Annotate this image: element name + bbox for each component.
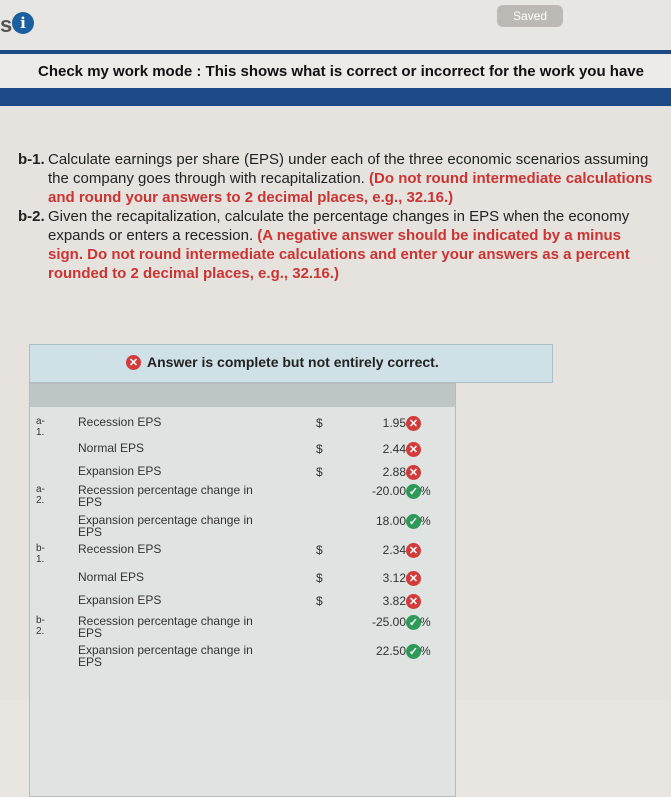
question-b1-emphasis: (Do not round intermediate calculations and round your answers to 2 decimal places, e.g., 32.16.) [48,170,653,206]
top-bar [0,0,671,50]
x-icon: ✕ [406,416,421,431]
answer-input[interactable]: 18.00 [375,514,406,528]
answer-table [29,383,456,797]
question-tag-b1: b-1. [18,151,45,168]
answer-status-text: Answer is complete but not entirely correct. [147,354,439,370]
row-group-label: a- 2. [36,484,45,506]
row-label: Expansion EPS [78,593,162,607]
row-group-label: b- 2. [36,615,45,637]
row-label: Expansion percentage change in EPS [78,513,253,539]
question-b1-text: Calculate earnings per share (EPS) under each of the three economic scenarios assuming the company goes through with recapitalization. [48,151,649,187]
answer-table-header [30,384,455,407]
answer-input[interactable]: 2.44 [382,442,406,456]
row-label: Recession percentage change in EPS [78,483,253,509]
percent-sign: % [420,514,431,528]
row-label: Normal EPS [78,441,145,455]
row-label: Recession percentage change in EPS [78,614,253,640]
info-icon[interactable]: i [12,12,34,34]
percent-sign: % [420,615,431,629]
row-label: Recession EPS [78,415,162,429]
currency-symbol: $ [316,465,323,479]
answer-input[interactable]: 2.88 [382,465,406,479]
row-label: Recession EPS [78,542,162,556]
currency-symbol: $ [316,416,323,430]
row-group-label: b- 1. [36,543,45,565]
banner-text: Check my work mode : This shows what is correct or incorrect for the work you have [38,63,644,80]
check-icon: ✓ [406,514,421,529]
check-icon: ✓ [406,615,421,630]
answer-input[interactable]: 1.95 [382,416,406,430]
percent-sign: % [420,484,431,498]
x-icon: ✕ [126,355,141,370]
answer-input[interactable]: -20.00 [371,484,406,498]
answer-input[interactable]: 2.34 [382,543,406,557]
x-icon: ✕ [406,571,421,586]
check-my-work-banner [0,50,671,106]
saved-button[interactable]: Saved [497,5,563,27]
answer-input[interactable]: 3.12 [382,571,406,585]
percent-sign: % [420,644,431,658]
currency-symbol: $ [316,543,323,557]
question-tag-b2: b-2. [18,208,45,225]
top-left-letter: s [0,12,13,37]
x-icon: ✕ [406,442,421,457]
question-text [18,150,658,283]
currency-symbol: $ [316,571,323,585]
question-b2-text: Given the recapitalization, calculate the percentage changes in EPS when the economy expands or enters a recession. [48,208,630,244]
row-label: Expansion percentage change in EPS [78,643,253,669]
row-label: Normal EPS [78,570,145,584]
answer-input[interactable]: 3.82 [382,594,406,608]
check-icon: ✓ [406,484,421,499]
check-icon: ✓ [406,644,421,659]
row-label: Expansion EPS [78,464,162,478]
x-icon: ✕ [406,465,421,480]
question-content [0,106,671,700]
answer-input[interactable]: 22.50 [375,644,406,658]
row-group-label: a- 1. [36,416,45,438]
currency-symbol: $ [316,594,323,608]
answer-input[interactable]: -25.00 [371,615,406,629]
x-icon: ✕ [406,594,421,609]
x-icon: ✕ [406,543,421,558]
currency-symbol: $ [316,442,323,456]
answer-status-panel [29,344,553,383]
question-b2-emphasis: (A negative answer should be indicated by a minus sign. Do not round intermediate calculations and enter your answers as a percent rounded to 2 decimal places, e.g., 32.16.) [48,227,630,282]
